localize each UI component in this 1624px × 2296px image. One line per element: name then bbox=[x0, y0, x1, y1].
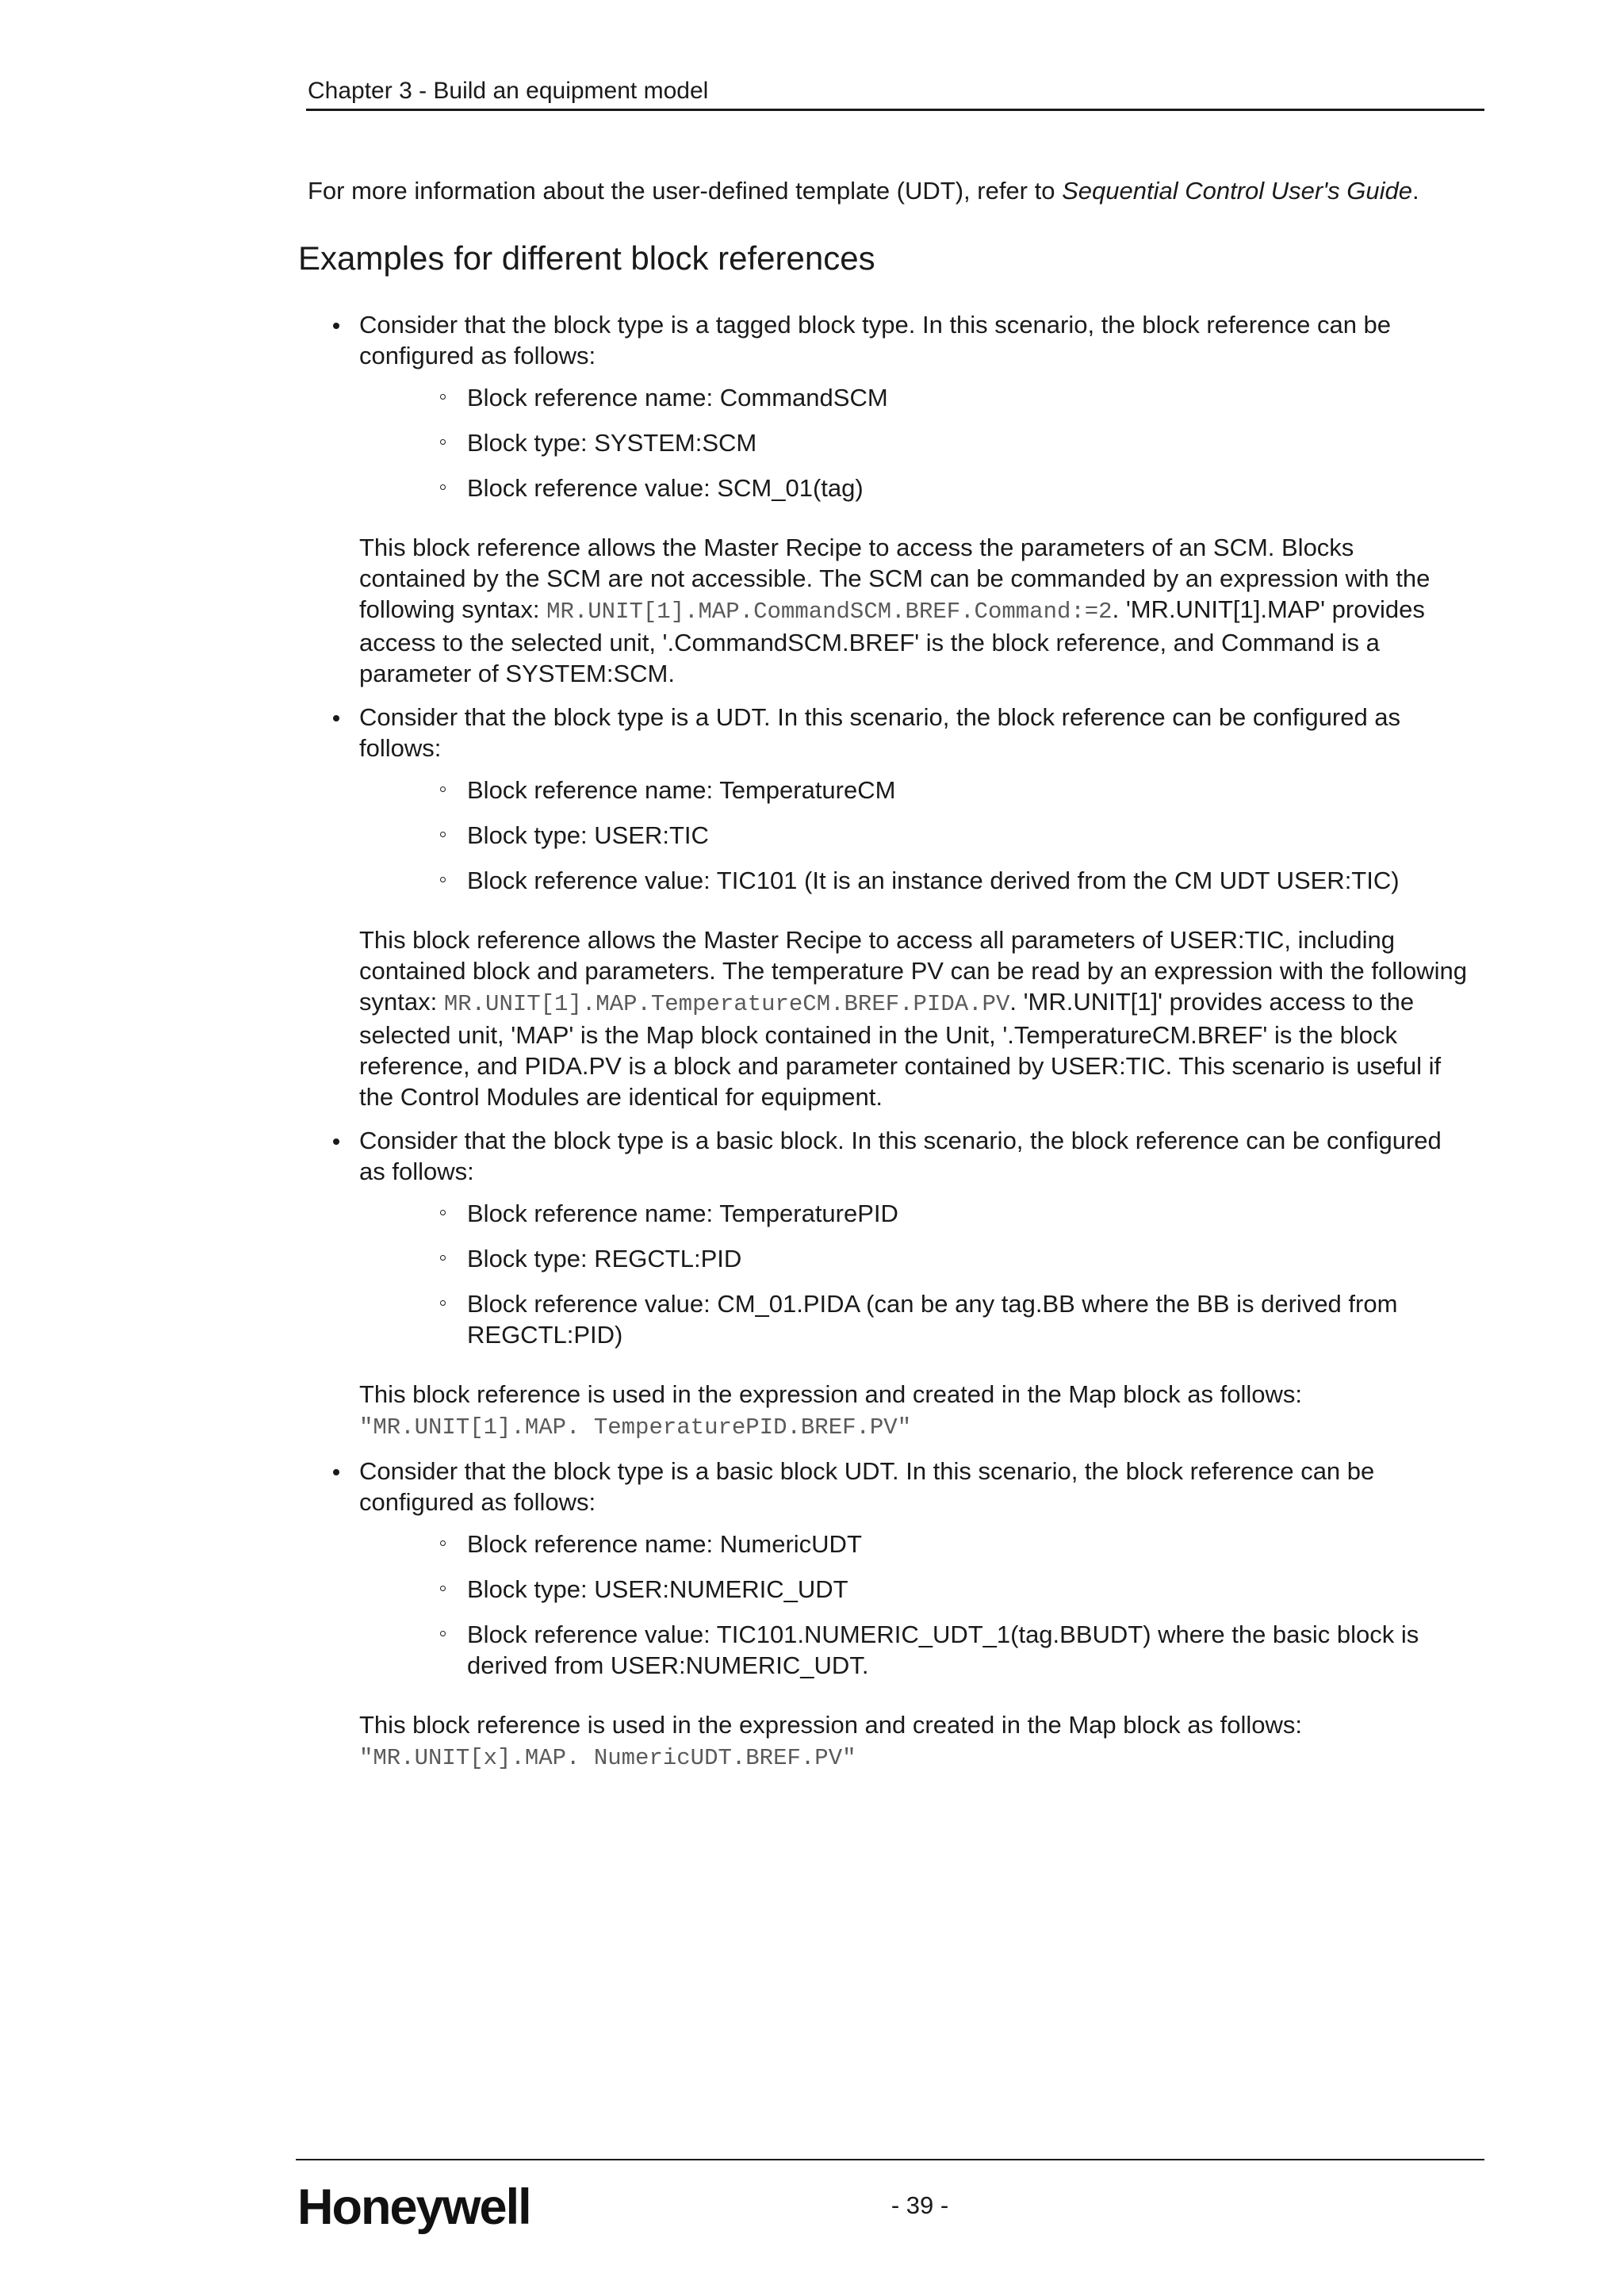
config-item bbox=[359, 1198, 1467, 1229]
description-text: . 'MR.UNIT[1].MAP' provides access to the selected unit, '.CommandSCM.BREF' is the block reference, and Command is a parameter of SYSTEM:SCM. bbox=[359, 595, 1425, 687]
circle-bullet-icon bbox=[440, 1586, 446, 1591]
honeywell-logo: Honeywell bbox=[297, 2179, 530, 2235]
code-expression: "MR.UNIT[x].MAP. NumericUDT.BREF.PV" bbox=[359, 1745, 856, 1771]
example-lead: Consider that the block type is a basic block. In this scenario, the block reference can be configured as follows: bbox=[359, 1127, 1442, 1185]
bullet-icon bbox=[333, 1469, 339, 1475]
description-text: . 'MR.UNIT[1]' provides access to the selected unit, 'MAP' is the Map block contained in the Unit, '.TemperatureCM.BREF' is the block reference, and PIDA.PV is a block and parameter contained by USER:TIC. This scenario is useful if the Control Modules are identical for equipment. bbox=[359, 988, 1442, 1111]
circle-bullet-icon bbox=[440, 1300, 446, 1306]
circle-bullet-icon bbox=[440, 832, 446, 837]
config-item-text: Block type: SYSTEM:SCM bbox=[467, 429, 757, 457]
example-config-list bbox=[359, 1198, 1467, 1350]
config-item-text: Block reference value: TIC101.NUMERIC_UDT_1(tag.BBUDT) where the basic block is derived from USER:NUMERIC_UDT. bbox=[467, 1621, 1419, 1679]
example-item bbox=[308, 1125, 1467, 1443]
page-content bbox=[298, 175, 1467, 1786]
example-description bbox=[359, 1379, 1467, 1443]
config-item bbox=[359, 473, 1467, 503]
circle-bullet-icon bbox=[440, 1540, 446, 1546]
example-item bbox=[308, 1456, 1467, 1774]
example-item bbox=[308, 702, 1467, 1112]
example-lead: Consider that the block type is a UDT. In this scenario, the block reference can be configured as follows: bbox=[359, 703, 1401, 762]
intro-paragraph bbox=[308, 175, 1467, 206]
config-item-text: Block type: USER:TIC bbox=[467, 821, 709, 849]
description-text: This block reference is used in the expression and created in the Map block as follows: bbox=[359, 1380, 1302, 1408]
bullet-icon bbox=[333, 1138, 339, 1145]
page-number: - 39 - bbox=[891, 2191, 949, 2219]
config-item bbox=[359, 1619, 1467, 1681]
code-expression: MR.UNIT[1].MAP.TemperatureCM.BREF.PIDA.PV bbox=[443, 991, 1010, 1017]
code-expression: MR.UNIT[1].MAP.CommandSCM.BREF.Command:=2 bbox=[546, 599, 1113, 625]
example-config-list bbox=[359, 775, 1467, 896]
config-item bbox=[359, 865, 1467, 896]
header-rule bbox=[306, 109, 1484, 111]
example-lead: Consider that the block type is a basic block UDT. In this scenario, the block reference can be configured as follows: bbox=[359, 1457, 1375, 1516]
example-description bbox=[359, 924, 1467, 1112]
example-description bbox=[359, 1709, 1467, 1774]
description-text: This block reference is used in the expression and created in the Map block as follows: bbox=[359, 1711, 1302, 1739]
config-item-text: Block type: REGCTL:PID bbox=[467, 1245, 742, 1272]
config-item bbox=[359, 1243, 1467, 1274]
circle-bullet-icon bbox=[440, 484, 446, 490]
config-item bbox=[359, 1574, 1467, 1605]
example-description bbox=[359, 532, 1467, 689]
config-item-text: Block reference name: NumericUDT bbox=[467, 1530, 862, 1558]
examples-list bbox=[308, 309, 1467, 1774]
description-text: This block reference allows the Master Recipe to access the parameters of an SCM. Blocks contained by the SCM are not accessible. The SCM can be commanded by an expression with the following syntax: bbox=[359, 534, 1431, 623]
example-item bbox=[308, 309, 1467, 689]
config-item-text: Block reference name: CommandSCM bbox=[467, 384, 888, 411]
code-expression: "MR.UNIT[1].MAP. TemperaturePID.BREF.PV" bbox=[359, 1414, 912, 1441]
circle-bullet-icon bbox=[440, 786, 446, 792]
example-config-list bbox=[359, 382, 1467, 503]
intro-guide-reference: Sequential Control User's Guide bbox=[1062, 177, 1412, 205]
config-item bbox=[359, 820, 1467, 851]
intro-suffix: . bbox=[1411, 177, 1419, 205]
config-item-text: Block reference name: TemperatureCM bbox=[467, 776, 896, 804]
config-item bbox=[359, 775, 1467, 806]
running-header: Chapter 3 - Build an equipment model bbox=[308, 78, 709, 104]
intro-prefix: For more information about the user-defined template (UDT), refer to bbox=[308, 177, 1063, 205]
config-item-text: Block reference name: TemperaturePID bbox=[467, 1200, 898, 1227]
config-item-text: Block reference value: SCM_01(tag) bbox=[467, 474, 864, 502]
config-item bbox=[359, 382, 1467, 413]
circle-bullet-icon bbox=[440, 439, 446, 445]
config-item-text: Block reference value: CM_01.PIDA (can be any tag.BB where the BB is derived from REGCTL:PID) bbox=[467, 1290, 1398, 1349]
circle-bullet-icon bbox=[440, 877, 446, 882]
bullet-icon bbox=[333, 715, 339, 721]
section-heading: Examples for different block references bbox=[298, 239, 875, 277]
config-item bbox=[359, 1529, 1467, 1559]
circle-bullet-icon bbox=[440, 1255, 446, 1261]
description-text: This block reference allows the Master Recipe to access all parameters of USER:TIC, including contained block and parameters. The temperature PV can be read by an expression with the following syntax: bbox=[359, 926, 1467, 1016]
circle-bullet-icon bbox=[440, 1631, 446, 1636]
config-item-text: Block type: USER:NUMERIC_UDT bbox=[467, 1575, 848, 1603]
bullet-icon bbox=[333, 323, 339, 329]
example-config-list bbox=[359, 1529, 1467, 1681]
config-item-text: Block reference value: TIC101 (It is an instance derived from the CM UDT USER:TIC) bbox=[467, 867, 1400, 894]
example-lead: Consider that the block type is a tagged block type. In this scenario, the block reference can be configured as follows: bbox=[359, 311, 1392, 369]
footer-rule bbox=[296, 2159, 1484, 2160]
config-item bbox=[359, 427, 1467, 458]
config-item bbox=[359, 1288, 1467, 1350]
circle-bullet-icon bbox=[440, 394, 446, 400]
circle-bullet-icon bbox=[440, 1210, 446, 1215]
